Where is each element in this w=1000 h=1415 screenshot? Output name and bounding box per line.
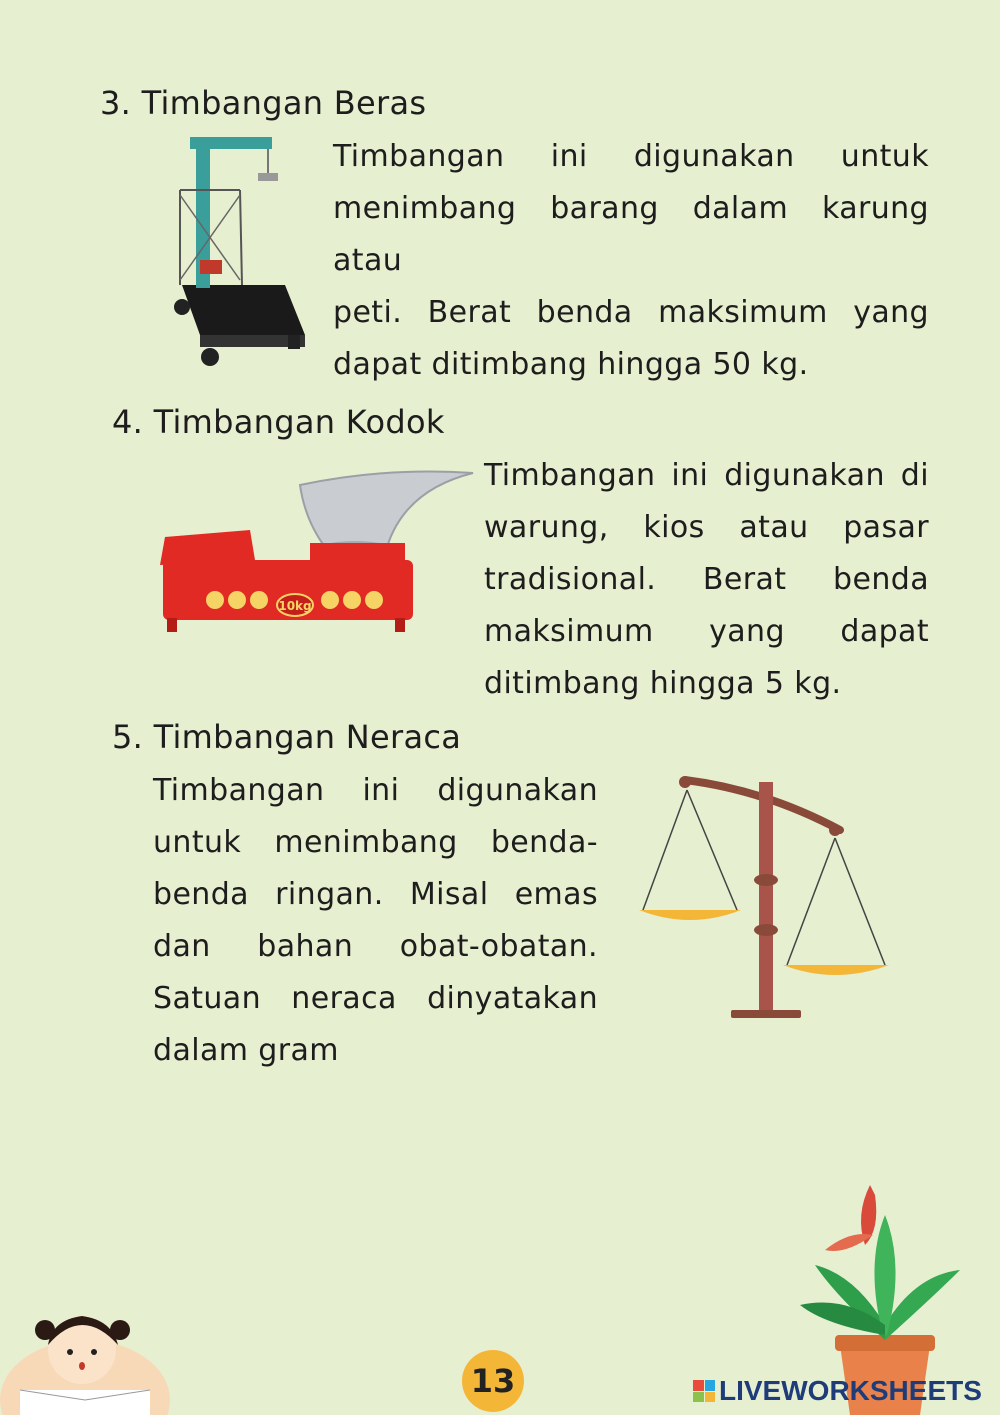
brand-text: LIVEWORKSHEETS <box>719 1375 982 1406</box>
rice-scale-description <box>333 131 929 391</box>
rice-scale-illustration <box>170 135 315 375</box>
liveworksheets-brand <box>693 1374 982 1408</box>
frog-scale-description <box>484 450 929 710</box>
description-line: untuk menimbang benda- <box>153 825 598 860</box>
frog-scale-illustration <box>155 465 475 640</box>
description-line: tradisional. Berat benda <box>484 562 929 597</box>
description-line: warung, kios atau pasar <box>484 510 929 545</box>
description-line: Timbangan ini digunakan di <box>484 458 929 493</box>
description-line: peti. Berat benda maksimum yang <box>333 295 929 330</box>
girl-student-illustration <box>0 1290 170 1415</box>
description-line: Timbangan ini digunakan untuk <box>333 139 929 174</box>
description-line: ditimbang hingga 5 kg. <box>484 666 842 701</box>
description-line: maksimum yang dapat <box>484 614 929 649</box>
liveworksheets-logo-icon <box>693 1380 715 1402</box>
description-line: Timbangan ini digunakan <box>153 773 598 808</box>
page-number-badge: 13 <box>462 1350 524 1412</box>
description-line: menimbang barang dalam karung atau <box>333 191 929 278</box>
description-line: Satuan neraca dinyatakan <box>153 981 598 1016</box>
description-line: dapat ditimbang hingga 50 kg. <box>333 347 809 382</box>
description-line: dalam gram <box>153 1033 339 1068</box>
description-line: benda ringan. Misal emas <box>153 877 598 912</box>
heading-timbangan-neraca: 5. Timbangan Neraca <box>112 718 462 756</box>
scale-capacity-label: 10kg <box>278 599 312 613</box>
balance-scale-description <box>153 765 598 1077</box>
heading-timbangan-beras: 3. Timbangan Beras <box>100 84 427 122</box>
balance-scale-illustration <box>635 770 895 1030</box>
heading-timbangan-kodok: 4. Timbangan Kodok <box>112 403 445 441</box>
description-line: dan bahan obat-obatan. <box>153 929 598 964</box>
